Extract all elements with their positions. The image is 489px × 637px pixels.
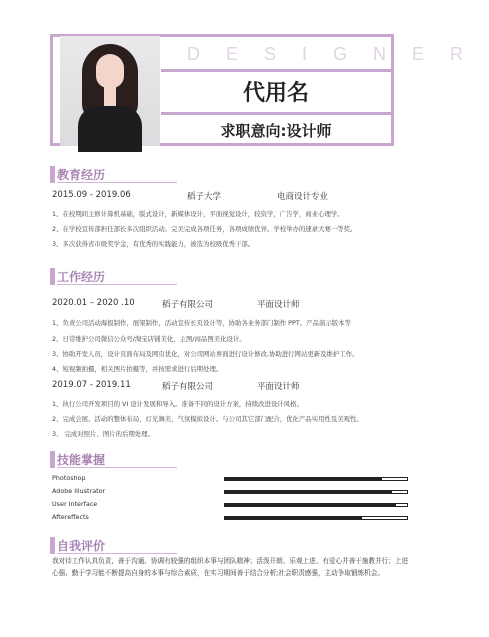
skill-bar — [224, 490, 408, 494]
list-item: 2、日常维护公司微信公众号/淘宝店铺美化，主图/商品图美化设计。 — [52, 335, 246, 343]
designer-text: DESIGNER — [187, 44, 489, 64]
skill-bar — [224, 503, 408, 507]
education-major: 电商设计专业 — [277, 192, 329, 202]
list-item: 1、负责公司活动海报制作，展架制作，活动宣传长页设计等，协助各业务部门制作 PPT、产品演示版本等 — [52, 319, 351, 327]
list-item: 3、协助开发人员，设计页面布局及网页优化，对公司网站界面进行设计修改,协助进行网站更新及维护工作。 — [52, 350, 359, 358]
job-intent: 求职意向:设计师 — [220, 122, 332, 140]
section-label: 技能掌握 — [57, 453, 106, 467]
work-company: 稻子有限公司 — [162, 300, 214, 310]
list-item: 3、 完成对照片、图片的后期处理。 — [52, 430, 154, 438]
list-item: 3、多次获得省市级奖学金，有优秀的实践能力，被选为校级优秀干部。 — [52, 240, 255, 248]
education-date: 2015.09 - 2019.06 — [52, 190, 131, 200]
list-item: 1、执行公司开发项目的 VI 设计发展和导入。准备不同的设计方案，持续改进设计风格。 — [52, 400, 303, 408]
list-item: 1、在校期间主修计算机基础，版式设计，新媒体设计，平面视觉设计，较资学，广告学，商业心理学。 — [52, 210, 344, 218]
education-school: 稻子大学 — [187, 192, 222, 202]
list-item: 4、短视频拍摄，相关图片拍摄等，并按需求进行后期处理。 — [52, 365, 223, 373]
designer-banner — [161, 39, 489, 72]
work-position: 平面设计师 — [257, 300, 300, 310]
work-position: 平面设计师 — [257, 382, 300, 392]
work-date: 2019.07 - 2019.11 — [52, 380, 131, 390]
skill-label: Photoshop — [52, 474, 86, 482]
skill-label: Adobe Illustrator — [52, 487, 106, 495]
skill-bar — [224, 516, 408, 520]
list-item: 2、在学校宣传部担任部长多次组织活动。完美完成各项任务，各项成绩优异。学校举办的速录大赛一等奖。 — [52, 225, 357, 233]
section-label: 工作经历 — [57, 270, 106, 284]
profile-photo — [60, 36, 160, 146]
section-label: 教育经历 — [57, 168, 106, 182]
work-company: 稻子有限公司 — [162, 382, 214, 392]
skill-bar — [224, 477, 408, 481]
self-evaluation-text: 我对待工作认真负责，善于沟通、协调有较强的组织本事与团队精神；活泼开朗、乐观上进、有爱心并善于施教并行；上进心强、勤于学习能不断提高自身的本事与综合素质，在实习期间善于结合分析;社会职责感强，主动争取锻炼机会。 — [52, 557, 409, 577]
work-date: 2020.01 – 2020 .10 — [52, 298, 135, 308]
list-item: 2、完成会展、活动的整体布局，灯光舞美、气氛模拟设计。与公司其它部门配合，优化产品实用性及美观性。 — [52, 415, 363, 423]
skill-label: User Interface — [52, 500, 98, 508]
candidate-name: 代用名 — [242, 81, 309, 106]
skill-label: Aftereffects — [52, 513, 89, 521]
divider — [161, 112, 391, 115]
section-label: 自我评价 — [57, 539, 106, 553]
